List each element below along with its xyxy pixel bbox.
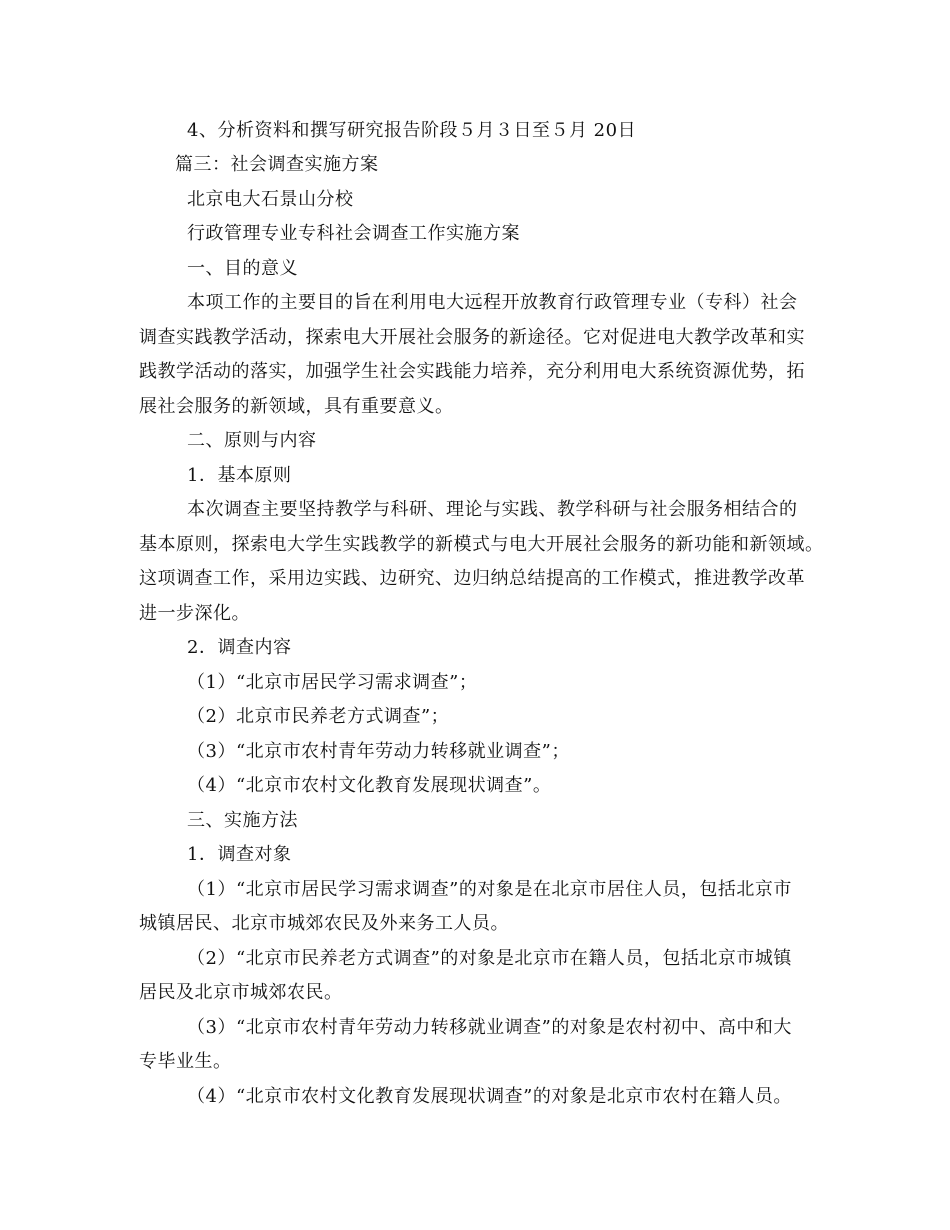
list-item: （2）北京市民养老方式调查”； [187, 706, 450, 727]
text-line: 北京电大石景山分校 [187, 189, 354, 210]
paragraph-line: 践教学活动的落实，加强学生社会实践能力培养，充分利用电大系统资源优势，拓 [139, 361, 805, 382]
paragraph-line: 调查实践教学活动，探索电大开展社会服务的新途径。它对促进电大教学改革和实 [139, 327, 805, 348]
text-line: 4、分析资料和撰写研究报告阶段５月３日至５月 20日 [187, 120, 637, 141]
subsection-heading: 2．调查内容 [187, 637, 292, 658]
paragraph-line: 城镇居民、北京市城郊农民及外来务工人员。 [139, 913, 509, 934]
paragraph-line: （4）“北京市农村文化教育发展现状调查”的对象是北京市农村在籍人员。 [187, 1086, 792, 1107]
paragraph-line: 展社会服务的新领域，具有重要意义。 [139, 396, 454, 417]
paragraph-line: 居民及北京市城郊农民。 [139, 982, 343, 1003]
section-heading: 一、目的意义 [187, 258, 298, 279]
subsection-heading: 1．基本原则 [187, 465, 292, 486]
list-item: （1）“北京市居民学习需求调查”； [187, 672, 478, 693]
paragraph-line: （2）“北京市民养老方式调查”的对象是北京市在籍人员，包括北京市城镇 [187, 948, 792, 969]
list-item: （3）“北京市农村青年劳动力转移就业调查”； [187, 741, 570, 762]
paragraph-line: 本次调查主要坚持教学与科研、理论与实践、教学科研与社会服务相结合的 [187, 499, 798, 520]
paragraph-line: 本项工作的主要目的旨在利用电大远程开放教育行政管理专业（专科）社会 [187, 292, 798, 313]
paragraph-line: （3）“北京市农村青年劳动力转移就业调查”的对象是农村初中、高中和大 [187, 1017, 792, 1038]
list-item: （4）“北京市农村文化教育发展现状调查”。 [187, 775, 552, 796]
subsection-heading: 1．调查对象 [187, 844, 292, 865]
paragraph-line: （1）“北京市居民学习需求调查”的对象是在北京市居住人员，包括北京市 [187, 879, 792, 900]
section-heading: 篇三：社会调查实施方案 [175, 154, 379, 175]
document-title: 行政管理专业专科社会调查工作实施方案 [187, 223, 520, 244]
paragraph-line: 这项调查工作，采用边实践、边研究、边归纳总结提高的工作模式，推进教学改革 [139, 568, 805, 589]
paragraph-line: 进一步深化。 [139, 603, 250, 624]
paragraph-line: 基本原则，探索电大学生实践教学的新模式与电大开展社会服务的新功能和新领域。 [139, 534, 824, 555]
paragraph-line: 专毕业生。 [139, 1051, 232, 1072]
section-heading: 二、原则与内容 [187, 430, 317, 451]
section-heading: 三、实施方法 [187, 810, 298, 831]
